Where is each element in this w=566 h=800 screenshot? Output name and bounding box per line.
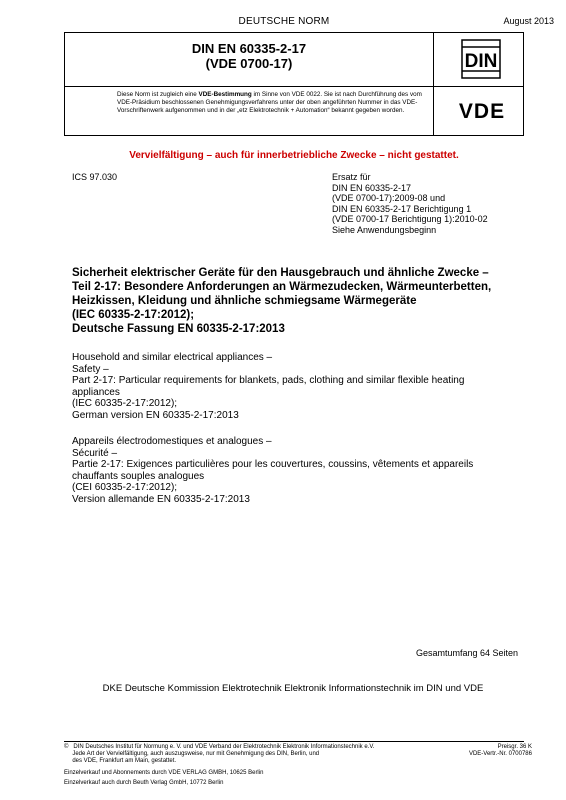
english-title-line: appliances [72, 386, 120, 398]
total-pages: Gesamtumfang 64 Seiten [415, 648, 518, 658]
german-title-line: Deutsche Fassung EN 60335-2-17:2013 [72, 323, 285, 335]
ics-code: ICS 97.030 [72, 172, 118, 182]
german-title-line: (IEC 60335-2-17:2012); [72, 309, 195, 321]
french-title-line: Partie 2-17: Exigences particulières pour les couvertures, coussins, vêtements et appareils [72, 459, 474, 470]
french-title-line: chauffants souples analogues [72, 470, 205, 482]
replacement-line: (VDE 0700-17):2009-08 und [332, 193, 446, 203]
vde-notice-suffix: im Sinne von VDE 0022. Sie ist nach Durchführung des vom VDE-Präsidium beschlossenen Genehmigungsverfahrens unter der oben angeführten Nummer in das VDE-Vorschriftenwerk aufgenommen und in der „etz Elektrotechnik + Automation“ bekannt gegeben worden. [117, 91, 422, 114]
din-logo [461, 39, 501, 79]
document-type-label: DEUTSCHE NORM [238, 16, 330, 27]
footer-divider [64, 741, 524, 742]
replacement-line: (VDE 0700-17 Berichtigung 1):2010-02 [332, 214, 488, 224]
vde-logo [449, 100, 515, 122]
english-title-line: Part 2-17: Particular requirements for blankets, pads, clothing and similar flexible heating [72, 375, 465, 386]
vde-notice [117, 91, 423, 115]
price-group: Preisgr. 36 K [497, 744, 532, 750]
din-logo-text: DIN [464, 51, 498, 72]
publication-date: August 2013 [503, 16, 554, 26]
french-title-line: Appareils électrodomestiques et analogues – [72, 436, 272, 447]
standard-number: DIN EN 60335-2-17 [191, 41, 307, 56]
replacement-info [332, 172, 532, 235]
replacement-line: DIN EN 60335-2-17 [332, 182, 412, 193]
german-title-line: Sicherheit elektrischer Geräte für den Hausgebrauch und ähnliche Zwecke – [72, 267, 489, 279]
vde-logo-text: VDE [458, 100, 506, 122]
english-title [72, 352, 532, 421]
frame-divider-horizontal [65, 86, 523, 87]
frame-divider-vertical [433, 33, 434, 135]
replacement-line: Siehe Anwendungsbeginn [332, 224, 437, 235]
french-title-line: (CEI 60335-2-17:2012); [72, 482, 178, 493]
price-info [469, 744, 532, 758]
german-title [72, 266, 532, 336]
replacement-line: DIN EN 60335-2-17 Berichtigung 1 [332, 203, 472, 214]
english-title-line: Safety – [72, 363, 109, 375]
french-title-line: Sécurité – [72, 447, 118, 459]
vde-notice-bold: VDE-Bestimmung [198, 91, 252, 98]
sales-info-vde: Einzelverkauf und Abonnements durch VDE VERLAG GMBH, 10625 Berlin [64, 770, 264, 776]
german-title-line: Heizkissen, Kleidung und ähnliche schmiegsame Wärmegeräte [72, 295, 417, 307]
english-title-line: (IEC 60335-2-17:2012); [72, 398, 178, 409]
dke-line: DKE Deutsche Kommission Elektrotechnik Elektronik Informationstechnik im DIN und VDE [102, 683, 484, 694]
order-number: VDE-Vertr.-Nr. 0700786 [468, 751, 532, 757]
copyright-line: Jede Art der Vervielfältigung, auch auszugsweise, nur mit Genehmigung des DIN, Berlin, und [64, 751, 320, 757]
copyright-notice [64, 744, 414, 765]
german-title-line: Teil 2-17: Besondere Anforderungen an Wärmezudecken, Wärmeunterbetten, [72, 281, 492, 293]
vde-notice-prefix: Diese Norm ist zugleich eine [117, 91, 199, 98]
replacement-line: Ersatz für [332, 172, 371, 182]
title-frame [64, 32, 524, 136]
standard-number-block [65, 41, 433, 71]
french-title [72, 436, 532, 505]
english-title-line: German version EN 60335-2-17:2013 [72, 409, 239, 421]
copyright-line: des VDE, Frankfurt am Main, gestattet. [64, 758, 177, 764]
copyright-line: © DIN Deutsches Institut für Normung e. V. und VDE Verband der Elektrotechnik Elektronik Informationstechnik e.V. [64, 744, 375, 750]
reproduction-notice: Vervielfältigung – auch für innerbetriebliche Zwecke – nicht gestattet. [129, 150, 459, 161]
english-title-line: Household and similar electrical appliances – [72, 352, 273, 363]
sales-info-beuth: Einzelverkauf auch durch Beuth Verlag GmbH, 10772 Berlin [64, 780, 224, 786]
french-title-line: Version allemande EN 60335-2-17:2013 [72, 493, 250, 505]
vde-number: (VDE 0700-17) [205, 56, 293, 71]
